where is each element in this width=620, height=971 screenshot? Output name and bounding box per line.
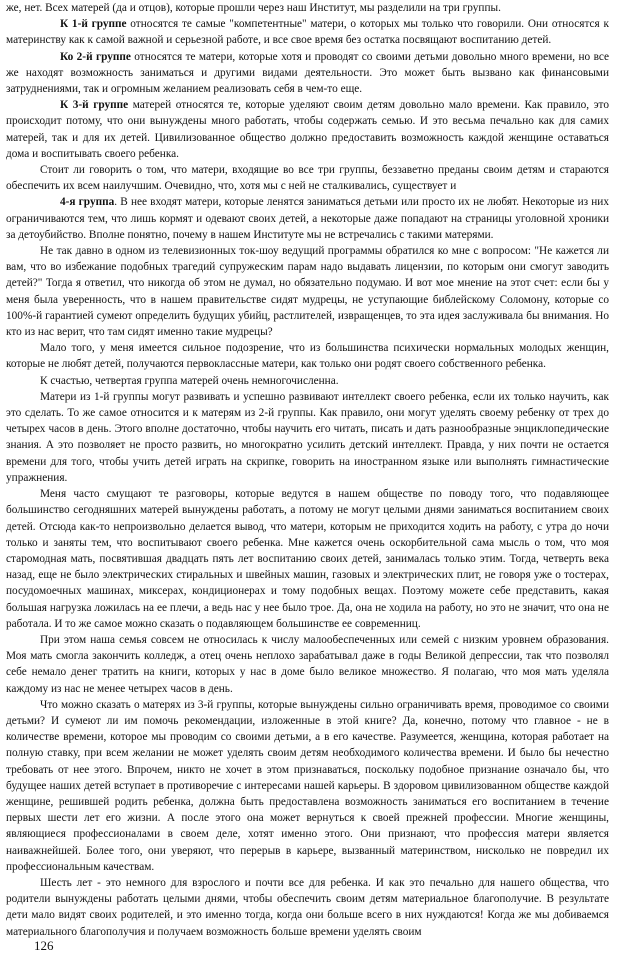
group-1-lead: К 1-й группе (60, 18, 127, 31)
paragraph-10: Матери из 1-й группы могут развивать и успешно развивают интеллект своего ребенка, если их только научить, как это сделать. То же самое относится и к матерям из 2-й группы. Как правило, они могут уделять своему ребенку от трех до четырех часов в день. Этого вполне достаточно, чтобы научить его читать, писать и дать разнообразные энциклопедические знания. А это позволяет не просто развить, но многократно усилить детский интеллект. Правда, у них почти не остается времени для того, чтобы учить детей играть на скрипке, говорить на иностранном языке или выполнять гимнастические упражнения. (6, 390, 609, 484)
paragraph-2: К 1-й группе относятся те самые "компетентные" матери, о которых мы только что говорили. Они относятся к материнству как к самой важной и серьезной работе, и все свое время без остатка посвящают воспитанию детей. (6, 18, 609, 47)
paragraph-14: Шесть лет - это немного для взрослого и почти все для ребенка. И как это печально для нашего общества, что родители вынуждены работать целыми днями, чтобы обеспечить своим детям материальное благополучие. В результате дети мало видят своих родителей, и это именно тогда, когда они больше всего в них нуждаются! Когда же мы добиваемся материального благополучия и получаем возможность больше времени уделять своим (6, 876, 609, 938)
group-2-lead: Ко 2-й группе (60, 50, 131, 63)
page-number: 126 (34, 938, 54, 953)
paragraph-11: Меня часто смущают те разговоры, которые ведутся в нашем обществе по поводу того, что подавляющее большинство сегодняшних матерей вынуждены работать, а потому не могут целыми днями заниматься воспитанием своих детей. Отсюда как-то непроизвольно делается вывод, что матери, которым не приходится ходить на работу, с утра до ночи только и заняты тем, что воспитывают своего ребенка. Мне кажется очень оскорбительной сама мысль о том, что моя старомодная мать, посвятившая двадцать пять лет воспитанию своих детей, занималась только этим. Тогда, четверть века назад, еще не было электрических стиральных и швейных машин, газовых и электрических плит, не говоря уже о тостерах, посудомоечных машинах, миксерах, кондиционерах и тому подобных вещах. Поэтому можете себе представить, какая большая нагрузка ложилась на ее плечи, а ведь нас у нее было трое. Да, она не ходила на работу, но это не значит, что она не работала. И то же самое можно сказать о подавляющем большинстве ее современниц. (6, 488, 609, 630)
paragraph-9: К счастью, четвертая группа матерей очень немногочисленна. (40, 374, 339, 387)
paragraph-3: Ко 2-й группе относятся те матери, которые хотя и проводят со своими детьми довольно много времени, но все же находят возможность заниматься и другими видами деятельности. Это может быть вызвано как финансовыми затруднениями, так и огромным желанием реализовать себя в чем-то еще. (6, 50, 610, 96)
paragraph-7: Не так давно в одном из телевизионных ток-шоу ведущий программы обратился ко мне с вопросом: "Не кажется ли вам, что во избежание подобных трагедий супружеским парам надо выдавать лицензии, по которым они смогут заводить детей?" Тогда я ответил, что никогда об этом не думал, но обязательно подумаю. И вот мое мнение на этот счет: если бы у меня была уверенность, что в нашем правительстве сидят мудрецы, не уступающие библейскому Соломону, которые со 100%-й гарантией сумеют определить будущих убийц, растлителей, извращенцев, то эта идея заслуживала бы внимания. Но кто из нас верит, что там сидят именно такие мудрецы? (6, 245, 609, 339)
group-4-lead: 4-я группа (60, 196, 115, 209)
paragraph-8: Мало того, у меня имеется сильное подозрение, что из большинства психически нормальных молодых женщин, которые не любят детей, получаются первоклассные матери, как только они родят своего собственного ребенка. (6, 342, 609, 371)
paragraph-13: Что можно сказать о матерях из 3-й группы, которые вынуждены сильно ограничивать время, проводимое со своими детьми? И сумеют ли им помочь рекомендации, изложенные в этой книге? Да, конечно, потому что главное - не в количестве времени, которое мы проводим со своими детьми, а в его качестве. Разумеется, женщина, которая работает на полную ставку, при всем желании не может уделять своим детям необходимого количества времени. И было бы нечестно требовать от нее этого. Впрочем, никто не хочет в этом признаваться, поскольку подобное признание означало бы, что будущее наших детей вступает в противоречие с интересами нашей карьеры. В здоровом цивилизованном обществе каждой женщине, решившей родить ребенка, должна быть предоставлена возможность заниматься его воспитанием в течение первых шести лет его жизни. А после этого она может вернуться к своей прежней профессии. Многие женщины, являющиеся профессионалами в своем деле, хотят именно этого. Они признают, что профессия матери является наиважнейшей. Более того, они уверяют, что перерыв в карьере, вызванный материнством, нисколько не повредил их профессиональным качествам. (6, 698, 609, 873)
paragraph-1: же, нет. Всех матерей (да и отцов), которые прошли через наш Институт, мы разделили на три группы. (6, 2, 501, 14)
paragraph-4: К 3-й группе матерей относятся те, которые уделяют своим детям довольно мало времени. Как правило, это происходит потому, что они вынуждены много работать, чтобы содержать семью. И это весьма печально как для самих матерей, так и для их детей. Цивилизованное общество должно предоставить возможность каждой женщине оставаться дома и воспитывать своего ребенка. (6, 99, 609, 160)
group-3-lead: К 3-й группе (60, 99, 129, 112)
paragraph-5: Стоит ли говорить о том, что матери, входящие во все три группы, беззаветно преданы своим детям и стараются обеспечить их всем наилучшим. Очевидно, что, хотя мы с ней не сталкивались, существует и (6, 164, 609, 193)
paragraph-6: 4-я группа. В нее входят матери, которые ленятся заниматься детьми или просто их не любят. Некоторые из них ограничиваются тем, что лишь кормят и одевают своих детей, а некоторые даже попадают на страницы уголовной хроники за детоубийство. Вполне понятно, почему в нашем Институте мы не встречались с такими матерями. (6, 196, 609, 241)
paragraph-12: При этом наша семья совсем не относилась к числу малообеспеченных или семей с низким уровнем образования. Моя мать смогла закончить колледж, а отец очень неплохо зарабатывал даже в годы Великой депрессии, так что позволял себе немало денег тратить на книги, которых у нас в доме было великое множество. Я полагаю, что моя мать уделяла каждому из нас не менее четырех часов в день. (6, 633, 609, 695)
